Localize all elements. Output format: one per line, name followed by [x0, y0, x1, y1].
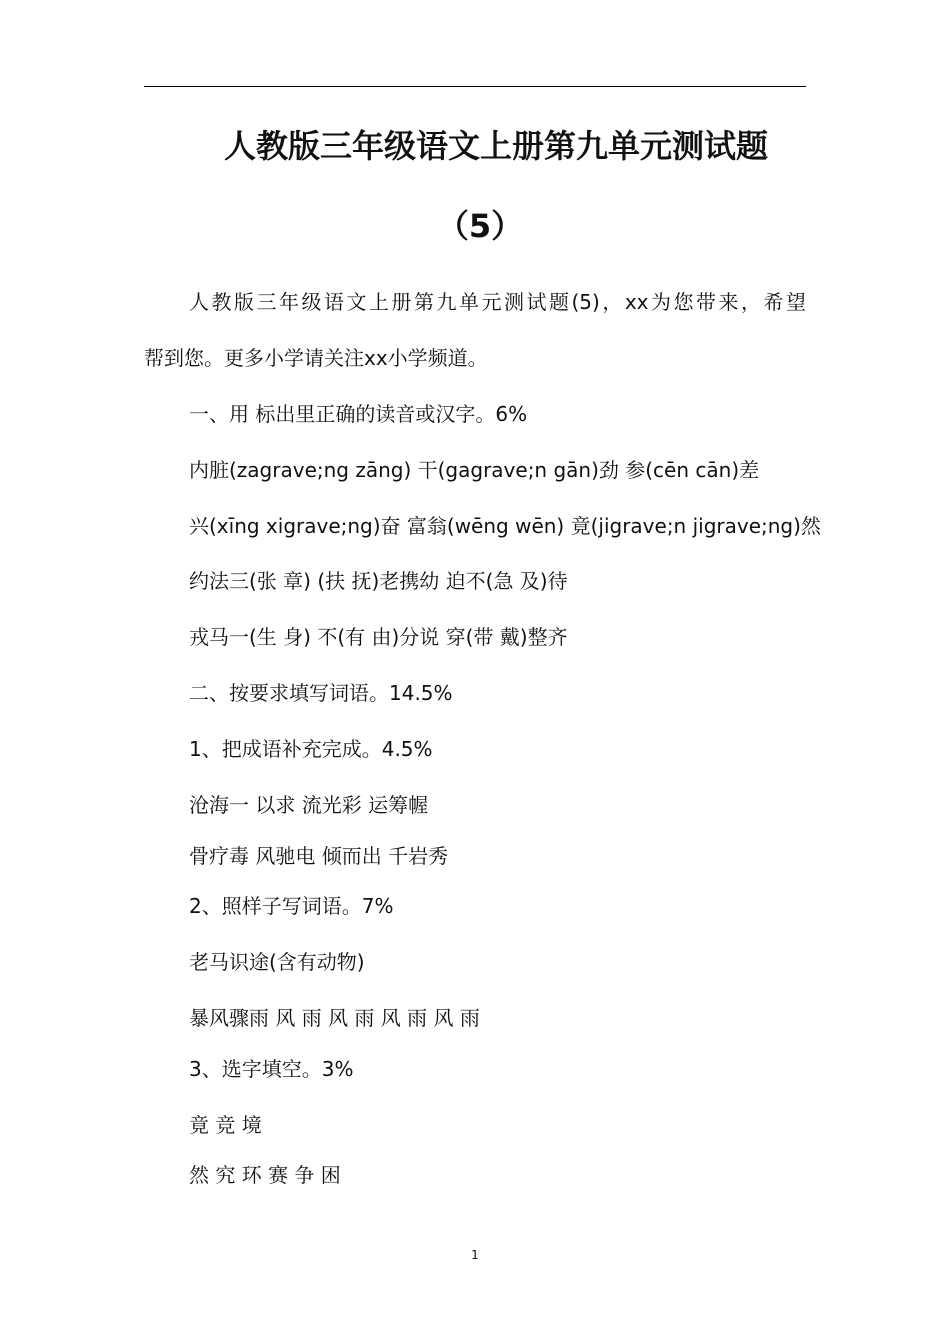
question-line: 约法三(张 章) (扶 抚)老携幼 迫不(急 及)待 [189, 569, 568, 593]
question-line: 然 究 环 赛 争 困 [189, 1163, 341, 1187]
sub-heading: 2、照样子写词语。7% [189, 894, 394, 918]
question-line: 戎马一(生 身) 不(有 由)分说 穿(带 戴)整齐 [189, 625, 568, 649]
question-line: 兴(xīng xigrave;ng)奋 富翁(wēng wēn) 竟(jigrave;n jigrave;ng)然 [189, 514, 821, 538]
intro-paragraph-line1: 人教版三年级语文上册第九单元测试题(5)，xx为您带来，希望 [189, 290, 806, 314]
section-heading: 一、用 标出里正确的读音或汉字。6% [189, 402, 528, 426]
sub-heading: 1、把成语补充完成。4.5% [189, 737, 433, 761]
header-rule [144, 86, 806, 87]
document-title-line1: 人教版三年级语文上册第九单元测试题 [224, 127, 769, 165]
intro-paragraph-line2: 帮到您。更多小学请关注xx小学频道。 [144, 346, 488, 370]
section-heading: 二、按要求填写词语。14.5% [189, 681, 453, 705]
question-line: 沧海一 以求 流光彩 运筹幄 [189, 793, 429, 817]
question-line: 老马识途(含有动物) [189, 950, 365, 974]
question-line: 骨疗毒 风驰电 倾而出 千岩秀 [189, 844, 449, 868]
question-line: 暴风骤雨 风 雨 风 雨 风 雨 风 雨 [189, 1006, 480, 1030]
page-number: 1 [471, 1248, 479, 1262]
question-line: 竟 竞 境 [189, 1113, 262, 1137]
sub-heading: 3、选字填空。3% [189, 1057, 354, 1081]
question-line: 内脏(zagrave;ng zāng) 干(gagrave;n gān)劲 参(cēn cān)差 [189, 458, 760, 482]
document-title-line2: （5） [436, 207, 524, 245]
